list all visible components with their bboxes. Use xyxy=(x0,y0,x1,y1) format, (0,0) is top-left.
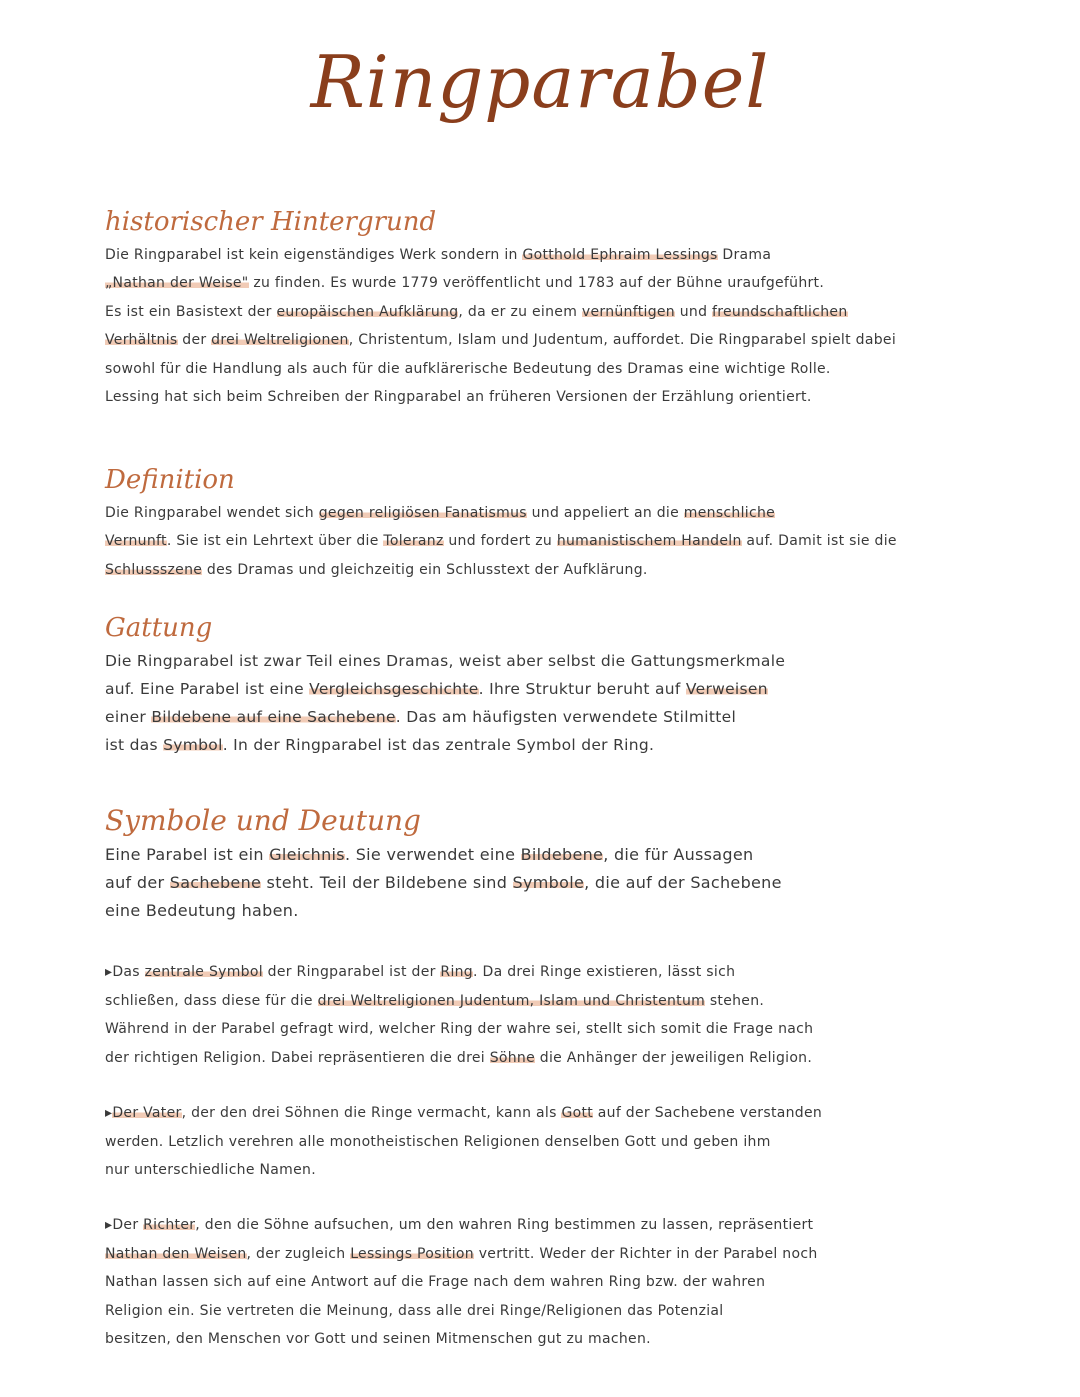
highlighted-term: drei Weltreligionen Judentum, Islam und Christentum xyxy=(317,992,706,1009)
text-line xyxy=(105,958,895,987)
text-line xyxy=(105,241,895,270)
highlighted-term: Lessings Position xyxy=(350,1245,474,1262)
text-segment: Religion ein. Sie vertreten die Meinung, dass alle drei Ringe/Religionen das Potenzial xyxy=(105,1302,724,1319)
text-line xyxy=(105,1211,895,1240)
text-line xyxy=(105,1128,895,1157)
highlighted-term: „Nathan der Weise" xyxy=(105,275,249,292)
text-line xyxy=(105,1015,895,1044)
symbols-paragraph-vater xyxy=(105,1099,895,1185)
highlighted-term: Ring xyxy=(440,964,473,980)
section-definition xyxy=(105,466,895,584)
section-heading: Symbole und Deutung xyxy=(105,804,421,837)
highlighted-term: Vergleichsgeschichte xyxy=(309,679,479,698)
highlighted-term: Vernunft xyxy=(105,533,167,550)
text-segment: vertritt. Weder der Richter in der Parabel noch xyxy=(473,1245,818,1262)
text-line xyxy=(105,647,895,675)
text-line xyxy=(105,383,895,412)
text-line xyxy=(105,298,895,327)
highlighted-term: Richter xyxy=(143,1217,196,1233)
highlighted-term: Symbole xyxy=(512,872,585,892)
symbols-paragraph-3 xyxy=(105,1099,895,1185)
text-segment: nur unterschiedliche Namen. xyxy=(105,1162,316,1178)
text-line xyxy=(105,841,895,869)
highlighted-term: Verweisen xyxy=(685,679,768,698)
text-line xyxy=(105,703,895,731)
text-segment: des Dramas und gleichzeitig ein Schlusstext der Aufklärung. xyxy=(202,561,648,578)
text-segment: werden. Letzlich verehren alle monotheistischen Religionen denselben Gott und geben ihm xyxy=(105,1133,771,1150)
text-segment: der Ringparabel ist der xyxy=(262,964,441,980)
highlighted-term: Verhältnis xyxy=(105,332,178,349)
text-segment: und fordert zu xyxy=(443,533,557,550)
text-segment: und xyxy=(674,303,713,320)
text-line xyxy=(105,1325,895,1354)
highlighted-term: Bildebene xyxy=(520,844,604,864)
text-segment: besitzen, den Menschen vor Gott und seinen Mitmenschen gut zu machen. xyxy=(105,1331,651,1347)
text-line xyxy=(105,355,895,384)
symbols-paragraph-2 xyxy=(105,958,895,1072)
text-segment: , Christentum, Islam und Judentum, auffordet. Die Ringparabel spielt dabei xyxy=(348,332,897,349)
text-segment: Lessing hat sich beim Schreiben der Ringparabel an früheren Versionen der Erzählung orientiert. xyxy=(105,389,812,406)
highlighted-term: drei Weltreligionen xyxy=(211,332,349,349)
highlighted-term: Gott xyxy=(561,1105,594,1121)
text-segment: ▸ xyxy=(105,1105,113,1121)
highlighted-term: Toleranz xyxy=(383,533,444,550)
text-segment: Während in der Parabel gefragt wird, welcher Ring der wahre sei, stellt sich somit die Frage nach xyxy=(105,1021,814,1037)
text-segment: . Ihre Struktur beruht auf xyxy=(478,679,686,698)
highlighted-term: gegen religiösen Fanatismus xyxy=(318,504,527,521)
text-segment: stehen. xyxy=(705,992,765,1009)
symbols-paragraph-4 xyxy=(105,1211,895,1354)
text-segment: , die für Aussagen xyxy=(603,844,754,864)
section-text xyxy=(105,647,895,759)
highlighted-term: zentrale Symbol xyxy=(144,964,263,980)
text-segment: einer xyxy=(105,707,152,726)
text-segment: und appeliert an die xyxy=(526,504,684,521)
text-segment: ▸Der xyxy=(105,1217,144,1233)
text-segment: der richtigen Religion. Dabei repräsentieren die drei xyxy=(105,1049,490,1066)
section-heading: Definition xyxy=(105,465,235,495)
text-segment: auf der Sachebene verstanden xyxy=(593,1105,823,1121)
text-segment: Es ist ein Basistext der xyxy=(105,303,277,320)
text-segment: auf. Damit ist sie die xyxy=(741,533,897,550)
text-line xyxy=(105,897,895,925)
text-segment: schließen, dass diese für die xyxy=(105,992,318,1009)
text-line xyxy=(105,869,895,897)
text-line xyxy=(105,1297,895,1326)
text-line xyxy=(105,556,895,585)
highlighted-term: Symbol xyxy=(163,735,223,754)
highlighted-term: Sachebene xyxy=(169,872,262,892)
text-segment: , den die Söhne aufsuchen, um den wahren Ring bestimmen zu lassen, repräsentiert xyxy=(195,1217,814,1233)
text-line xyxy=(105,499,895,528)
highlighted-term: Gotthold Ephraim Lessings xyxy=(522,246,718,263)
highlighted-term: menschliche xyxy=(683,504,776,521)
highlighted-term: humanistischem Handeln xyxy=(556,533,742,550)
text-segment: Die Ringparabel wendet sich xyxy=(105,504,319,521)
text-segment: der xyxy=(177,332,212,349)
text-segment: die Anhänger der jeweiligen Religion. xyxy=(535,1049,813,1066)
highlighted-term: Der Vater xyxy=(112,1105,182,1121)
text-segment: ist das xyxy=(105,735,164,754)
highlighted-term: Gleichnis xyxy=(269,844,345,864)
symbols-paragraph-ring xyxy=(105,958,895,1072)
text-segment: auf. Eine Parabel ist eine xyxy=(105,679,310,698)
text-segment: Die Ringparabel ist zwar Teil eines Dramas, weist aber selbst die Gattungsmerkmale xyxy=(105,651,786,670)
text-segment: sowohl für die Handlung als auch für die aufklärerische Bedeutung des Dramas eine wichtige Rolle. xyxy=(105,360,831,377)
section-historischer-hintergrund xyxy=(105,208,895,412)
text-segment: ▸Das xyxy=(105,964,145,980)
section-gattung xyxy=(105,614,895,759)
text-segment: auf der xyxy=(105,872,170,892)
text-line xyxy=(105,1156,895,1185)
section-text xyxy=(105,241,895,412)
text-line xyxy=(105,1044,895,1073)
text-line xyxy=(105,1099,895,1128)
highlighted-term: freundschaftlichen xyxy=(712,303,848,320)
text-segment: Drama xyxy=(717,246,772,263)
text-segment: zu finden. Es wurde 1779 veröffentlicht und 1783 auf der Bühne uraufgeführt. xyxy=(248,275,825,292)
text-line xyxy=(105,527,895,556)
text-segment: eine Bedeutung haben. xyxy=(105,900,299,920)
text-segment: , der zugleich xyxy=(246,1245,351,1262)
highlighted-term: Söhne xyxy=(489,1049,536,1066)
text-segment: , da er zu einem xyxy=(458,303,582,320)
text-line xyxy=(105,1240,895,1269)
text-segment: , die auf der Sachebene xyxy=(584,872,782,892)
text-segment: . Sie ist ein Lehrtext über die xyxy=(166,533,384,550)
section-text xyxy=(105,499,895,585)
section-symbole-und-deutung xyxy=(105,806,895,925)
section-heading: Gattung xyxy=(105,613,213,643)
text-segment: steht. Teil der Bildebene sind xyxy=(261,872,513,892)
text-segment: Eine Parabel ist ein xyxy=(105,844,270,864)
text-line xyxy=(105,269,895,298)
highlighted-term: vernünftigen xyxy=(581,303,675,320)
text-line xyxy=(105,675,895,703)
text-segment: . Sie verwendet eine xyxy=(344,844,521,864)
text-segment: . Das am häufigsten verwendete Stilmittel xyxy=(395,707,737,726)
text-segment: . In der Ringparabel ist das zentrale Symbol der Ring. xyxy=(222,735,655,754)
text-line xyxy=(105,326,895,355)
text-segment: . Da drei Ringe existieren, lässt sich xyxy=(473,964,736,980)
text-segment: , der den drei Söhnen die Ringe vermacht, kann als xyxy=(181,1105,562,1121)
highlighted-term: Nathan den Weisen xyxy=(105,1245,247,1262)
highlighted-term: Schlussszene xyxy=(105,561,203,578)
highlighted-term: Bildebene auf eine Sachebene xyxy=(151,707,396,726)
text-segment: Nathan lassen sich auf eine Antwort auf die Frage nach dem wahren Ring bzw. der wahren xyxy=(105,1274,766,1290)
text-line xyxy=(105,731,895,759)
text-segment: Die Ringparabel ist kein eigenständiges Werk sondern in xyxy=(105,246,523,263)
section-heading: historischer Hintergrund xyxy=(105,207,437,237)
symbols-paragraph-richter xyxy=(105,1211,895,1354)
symbols-paragraph-1 xyxy=(105,841,895,925)
text-line xyxy=(105,987,895,1016)
text-line xyxy=(105,1268,895,1297)
highlighted-term: europäischen Aufklärung xyxy=(276,303,459,320)
page-title: Ringparabel xyxy=(310,40,770,124)
